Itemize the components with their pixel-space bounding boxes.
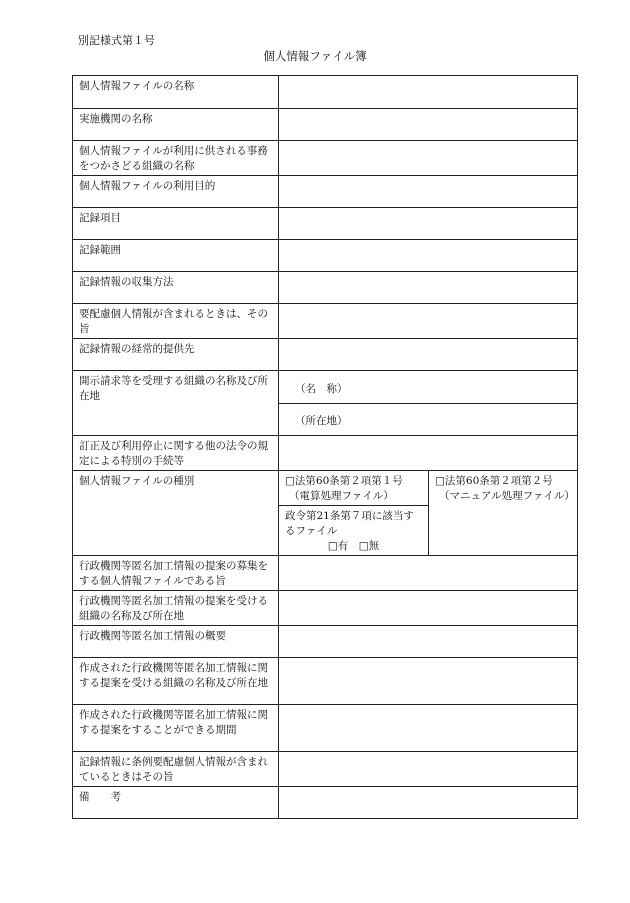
value-special-procedures[interactable]: [279, 436, 578, 471]
form-number: 別記様式第１号: [78, 34, 155, 47]
label-proposal-period: 作成された行政機関等匿名加工情報に関する提案をすることができる期間: [73, 705, 279, 752]
label-sensitive-info: 要配慮個人情報が含まれるときは、その旨: [73, 304, 279, 339]
file-type-option-1[interactable]: [279, 471, 429, 506]
table-row: [73, 556, 578, 591]
value-record-scope[interactable]: [279, 240, 578, 272]
label-regular-recipients: 記録情報の経常的提供先: [73, 339, 279, 371]
label-agency-name: 実施機関の名称: [73, 109, 279, 141]
table-row: [73, 436, 578, 471]
value-file-name[interactable]: [279, 76, 578, 109]
value-proposal-period[interactable]: [279, 705, 578, 752]
name-sublabel: （名 称）: [295, 383, 348, 395]
table-row: [73, 76, 578, 109]
label-record-scope: 記録範囲: [73, 240, 279, 272]
label-disclosure-office: 開示請求等を受理する組織の名称及び所在地: [73, 371, 279, 436]
value-agency-name[interactable]: [279, 109, 578, 141]
table-row: [73, 208, 578, 240]
label-purpose: 個人情報ファイルの利用目的: [73, 176, 279, 208]
yes-no-checkboxes[interactable]: □有 □無: [327, 540, 380, 552]
table-row: [73, 626, 578, 658]
value-anonymized-solicitation[interactable]: [279, 556, 578, 591]
label-anonymized-proposal-office: 行政機関等匿名加工情報の提案を受ける組織の名称及び所在地: [73, 591, 279, 626]
table-row: [73, 339, 578, 371]
value-regular-recipients[interactable]: [279, 339, 578, 371]
label-remarks: 備 考: [73, 787, 279, 819]
table-row: [73, 787, 578, 819]
label-collection-method: 記録情報の収集方法: [73, 272, 279, 304]
location-sublabel: （所在地）: [295, 415, 348, 427]
value-disclosure-office-location[interactable]: [279, 404, 578, 436]
cabinet-order-cell[interactable]: [279, 506, 429, 556]
table-row: [73, 304, 578, 339]
option2-line1: □法第60条第２項第２号: [435, 475, 553, 487]
cabinet-order-text: 政令第21条第７項に該当するファイル: [285, 510, 414, 537]
table-row: [73, 752, 578, 787]
table-row: [73, 471, 578, 506]
table-row: [73, 272, 578, 304]
option1-line1: □法第60条第２項第１号: [285, 475, 403, 487]
table-row: [73, 371, 578, 404]
value-record-items[interactable]: [279, 208, 578, 240]
table-row: [73, 705, 578, 752]
option1-line2: （電算処理ファイル）: [289, 490, 394, 502]
value-ordinance-sensitive-info[interactable]: [279, 752, 578, 787]
value-disclosure-office-name[interactable]: [279, 371, 578, 404]
value-responsible-organization[interactable]: [279, 141, 578, 176]
label-anonymized-summary: 行政機関等匿名加工情報の概要: [73, 626, 279, 658]
label-special-procedures: 訂正及び利用停止に関する他の法令の規定による特別の手続等: [73, 436, 279, 471]
label-responsible-organization: 個人情報ファイルが利用に供される事務をつかさどる組織の名称: [73, 141, 279, 176]
value-anonymized-proposal-office[interactable]: [279, 591, 578, 626]
table-row: [73, 176, 578, 208]
label-file-name: 個人情報ファイルの名称: [73, 76, 279, 109]
table-row: [73, 109, 578, 141]
table-row: [73, 591, 578, 626]
file-type-option-2[interactable]: [429, 471, 578, 556]
label-ordinance-sensitive-info: 記録情報に条例要配慮個人情報が含まれているときはその旨: [73, 752, 279, 787]
label-anonymized-solicitation: 行政機関等匿名加工情報の提案の募集をする個人情報ファイルである旨: [73, 556, 279, 591]
label-record-items: 記録項目: [73, 208, 279, 240]
value-remarks[interactable]: [279, 787, 578, 819]
label-created-info-office: 作成された行政機関等匿名加工情報に関する提案を受ける組織の名称及び所在地: [73, 658, 279, 705]
table-row: [73, 141, 578, 176]
personal-info-file-register-table: [72, 75, 578, 819]
label-file-type: 個人情報ファイルの種別: [73, 471, 279, 556]
option2-line2: （マニュアル処理ファイル）: [439, 490, 575, 502]
value-collection-method[interactable]: [279, 272, 578, 304]
table-row: [73, 658, 578, 705]
value-anonymized-summary[interactable]: [279, 626, 578, 658]
value-purpose[interactable]: [279, 176, 578, 208]
page-title: 個人情報ファイル簿: [263, 49, 367, 63]
value-created-info-office[interactable]: [279, 658, 578, 705]
value-sensitive-info[interactable]: [279, 304, 578, 339]
table-row: [73, 240, 578, 272]
